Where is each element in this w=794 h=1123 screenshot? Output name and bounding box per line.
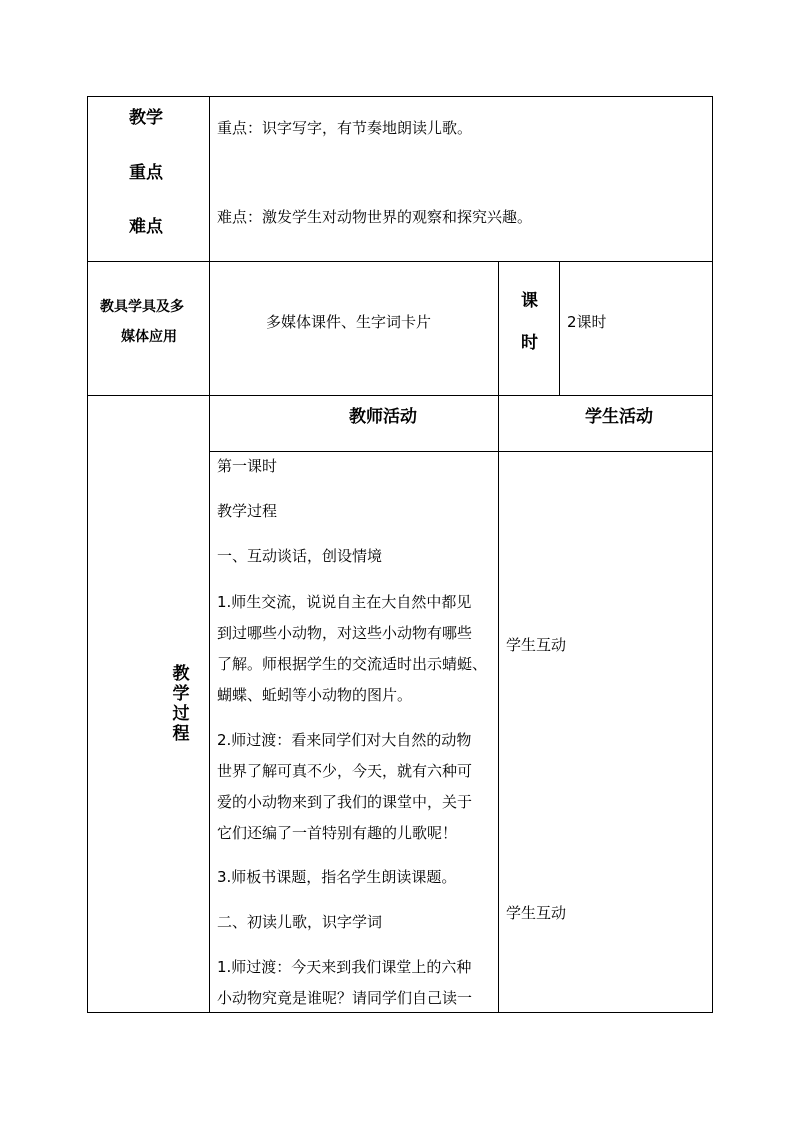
teacher-line: 它们还编了一首特别有趣的儿歌呢！: [217, 824, 458, 842]
table-border-bottom: [87, 1012, 713, 1013]
key-point-text: 重点：识字写字，有节奏地朗读儿歌。: [217, 119, 473, 137]
tools-label-line-1: 教具学具及多: [100, 299, 184, 315]
teacher-line: 了解。师根据学生的交流适时出示蜻蜓、: [217, 655, 488, 673]
hours-label-line-1: 课: [521, 291, 538, 311]
label-column-divider: [209, 96, 210, 1013]
focus-label-line-2: 重点: [129, 163, 163, 183]
teacher-line: 2.师过渡：看来同学们对大自然的动物: [217, 731, 472, 749]
teacher-line: 蝴蝶、蚯蚓等小动物的图片。: [217, 686, 413, 704]
focus-label-line-3: 难点: [129, 217, 163, 237]
teacher-line: 第一课时: [217, 457, 278, 475]
hours-label-line-2: 时: [521, 333, 538, 353]
row-divider-1: [87, 261, 713, 262]
teacher-activity-header: 教师活动: [349, 407, 417, 427]
teacher-line: 小动物究竟是谁呢？请同学们自己读一: [217, 989, 473, 1007]
table-border-left: [87, 96, 88, 1013]
teacher-line: 1.师生交流，说说自主在大自然中都见: [217, 593, 472, 611]
table-border-top: [87, 96, 713, 97]
teacher-line: 一、互动谈话，创设情境: [217, 547, 383, 565]
tools-label-line-2: 媒体应用: [121, 329, 177, 345]
teacher-line: 到过哪些小动物，对这些小动物有哪些: [217, 624, 473, 642]
teacher-line: 教学过程: [217, 502, 278, 520]
tools-content: 多媒体课件、生字词卡片: [266, 313, 432, 331]
teacher-line: 二、初读儿歌，识字学词: [217, 913, 383, 931]
focus-label-line-1: 教学: [129, 108, 163, 128]
hours-column-divider: [559, 261, 560, 396]
table-border-right: [712, 96, 713, 1013]
difficulty-text: 难点：激发学生对动物世界的观察和探究兴趣。: [217, 208, 533, 226]
row-divider-2: [87, 395, 713, 396]
header-divider: [209, 451, 713, 452]
teacher-line: 1.师过渡：今天来到我们课堂上的六种: [217, 958, 472, 976]
student-activity-header: 学生活动: [585, 407, 653, 427]
activity-column-divider: [498, 261, 499, 1013]
teacher-line: 爱的小动物来到了我们的课堂中，关于: [217, 793, 473, 811]
process-label: 教学过程: [172, 664, 190, 744]
teacher-line: 3.师板书课题，指名学生朗读课题。: [217, 868, 457, 886]
student-note: 学生互动: [506, 904, 567, 922]
teacher-line: 世界了解可真不少，今天，就有六种可: [217, 762, 473, 780]
student-note: 学生互动: [506, 636, 567, 654]
hours-value: 2课时: [567, 313, 607, 331]
